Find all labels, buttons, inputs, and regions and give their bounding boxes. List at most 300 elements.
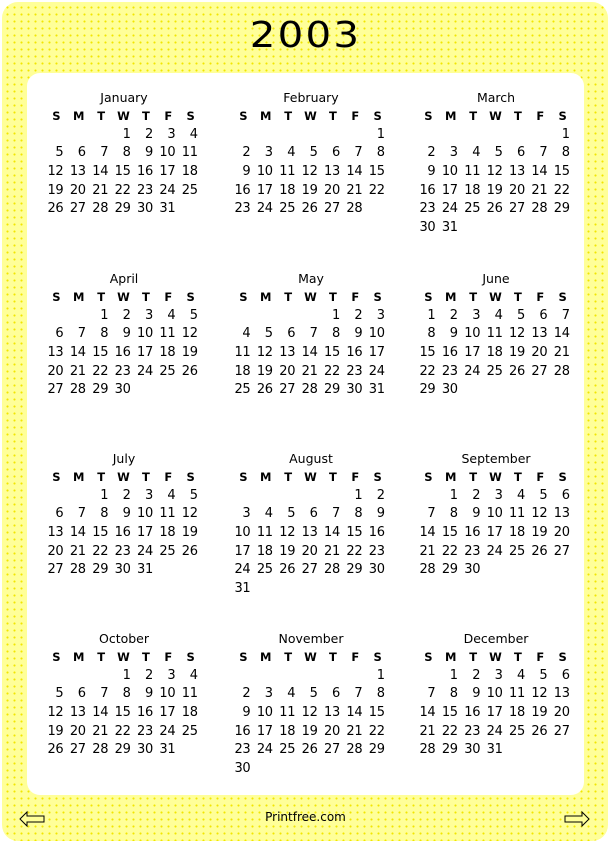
weekday-header: F bbox=[536, 290, 544, 304]
day-cell: 1 bbox=[331, 307, 340, 323]
day-cell: 7 bbox=[539, 145, 548, 161]
day-cell: 7 bbox=[427, 506, 436, 522]
day-cell: 23 bbox=[234, 201, 251, 217]
day-cell: 16 bbox=[137, 164, 153, 180]
day-cell: 25 bbox=[279, 201, 296, 217]
day-cell: 2 bbox=[242, 145, 251, 161]
day-cell: 9 bbox=[354, 326, 363, 342]
day-cell: 8 bbox=[354, 506, 363, 522]
day-cell: 30 bbox=[464, 742, 481, 758]
day-cell: 9 bbox=[242, 164, 251, 180]
day-cell: 4 bbox=[494, 307, 503, 323]
day-cell: 2 bbox=[144, 667, 153, 683]
day-cell: 17 bbox=[234, 543, 251, 559]
day-cell: 12 bbox=[486, 164, 503, 180]
day-cell: 3 bbox=[144, 307, 153, 323]
day-cell: 17 bbox=[256, 182, 273, 198]
day-cell: 3 bbox=[167, 667, 176, 683]
weekday-header: T bbox=[141, 109, 150, 123]
day-cell: 4 bbox=[167, 307, 176, 323]
day-cell: 5 bbox=[539, 667, 548, 683]
day-cell: 14 bbox=[553, 326, 570, 342]
day-cell: 8 bbox=[561, 145, 570, 161]
day-cell: 5 bbox=[309, 145, 318, 161]
empty-day-cell bbox=[275, 487, 297, 506]
day-cell: 15 bbox=[92, 345, 109, 361]
day-cell: 19 bbox=[181, 345, 198, 361]
weekday-header: T bbox=[328, 470, 337, 484]
weekday-header: T bbox=[513, 650, 522, 664]
day-cell: 6 bbox=[561, 667, 570, 683]
day-cell: 21 bbox=[346, 182, 363, 198]
day-cell: 27 bbox=[553, 543, 570, 559]
day-cell: 29 bbox=[441, 562, 458, 578]
day-cell: 26 bbox=[531, 723, 548, 739]
day-cell: 9 bbox=[449, 326, 458, 342]
day-cell: 18 bbox=[279, 182, 296, 198]
weekday-header: F bbox=[164, 470, 172, 484]
day-cell: 5 bbox=[516, 307, 525, 323]
day-cell: 22 bbox=[324, 363, 340, 379]
day-cell: 30 bbox=[368, 562, 385, 578]
weekday-header: M bbox=[260, 109, 272, 123]
day-cell: 3 bbox=[494, 667, 503, 683]
day-cell: 10 bbox=[137, 506, 153, 522]
empty-day-cell bbox=[65, 307, 87, 326]
day-cell: 1 bbox=[122, 667, 131, 683]
day-cell: 16 bbox=[137, 705, 153, 721]
day-cell: 14 bbox=[346, 164, 363, 180]
day-cell: 18 bbox=[159, 345, 176, 361]
day-cell: 28 bbox=[419, 562, 436, 578]
day-cell: 22 bbox=[346, 543, 363, 559]
day-cell: 24 bbox=[137, 363, 153, 379]
day-cell: 13 bbox=[47, 525, 64, 541]
day-cell: 2 bbox=[449, 307, 458, 323]
day-cell: 3 bbox=[264, 145, 273, 161]
day-cell: 20 bbox=[553, 705, 570, 721]
month-may bbox=[229, 270, 389, 400]
day-cell: 21 bbox=[553, 345, 570, 361]
day-cell: 8 bbox=[449, 686, 458, 702]
day-cell: 21 bbox=[69, 363, 86, 379]
month-name: February bbox=[283, 90, 339, 105]
day-cell: 20 bbox=[301, 543, 318, 559]
month-name: June bbox=[482, 271, 510, 286]
day-cell: 8 bbox=[376, 145, 385, 161]
empty-day-cell bbox=[320, 487, 342, 506]
day-cell: 8 bbox=[449, 506, 458, 522]
day-cell: 10 bbox=[137, 326, 153, 342]
month-name: January bbox=[100, 90, 148, 105]
day-cell: 9 bbox=[122, 326, 131, 342]
day-cell: 16 bbox=[441, 345, 458, 361]
day-cell: 18 bbox=[486, 345, 503, 361]
day-cell: 10 bbox=[368, 326, 385, 342]
month-february bbox=[229, 89, 389, 219]
day-cell: 15 bbox=[441, 705, 458, 721]
day-cell: 2 bbox=[472, 487, 481, 503]
day-cell: 2 bbox=[122, 487, 131, 503]
day-cell: 11 bbox=[486, 326, 503, 342]
day-cell: 24 bbox=[159, 723, 176, 739]
day-cell: 15 bbox=[368, 705, 385, 721]
weekday-header: S bbox=[186, 650, 195, 664]
month-july bbox=[42, 450, 202, 580]
day-cell: 18 bbox=[234, 363, 251, 379]
day-cell: 3 bbox=[376, 307, 385, 323]
day-cell: 29 bbox=[114, 742, 131, 758]
weekday-header: W bbox=[304, 650, 317, 664]
month-august bbox=[229, 450, 389, 599]
month-grid bbox=[230, 648, 389, 779]
empty-day-cell bbox=[415, 126, 437, 145]
day-cell: 11 bbox=[509, 506, 525, 522]
weekday-header: F bbox=[164, 650, 172, 664]
day-cell: 7 bbox=[427, 686, 436, 702]
weekday-header: M bbox=[260, 650, 272, 664]
day-cell: 19 bbox=[301, 182, 318, 198]
day-cell: 12 bbox=[256, 345, 273, 361]
month-name: May bbox=[298, 271, 324, 286]
day-cell: 24 bbox=[368, 363, 385, 379]
day-cell: 16 bbox=[464, 705, 481, 721]
weekday-header: W bbox=[304, 109, 317, 123]
day-cell: 7 bbox=[354, 145, 363, 161]
day-cell: 3 bbox=[264, 686, 273, 702]
day-cell: 23 bbox=[137, 723, 153, 739]
weekday-header: S bbox=[558, 109, 567, 123]
day-cell: 18 bbox=[256, 543, 273, 559]
day-cell: 23 bbox=[368, 543, 385, 559]
empty-day-cell bbox=[43, 307, 65, 326]
weekday-header: F bbox=[536, 470, 544, 484]
day-cell: 12 bbox=[301, 705, 318, 721]
day-cell: 19 bbox=[486, 182, 503, 198]
day-cell: 28 bbox=[346, 201, 363, 217]
month-grid bbox=[230, 288, 389, 400]
day-cell: 24 bbox=[137, 543, 153, 559]
empty-day-cell bbox=[88, 667, 110, 686]
weekday-header: S bbox=[558, 650, 567, 664]
weekday-header: F bbox=[536, 650, 544, 664]
day-cell: 10 bbox=[159, 686, 176, 702]
day-cell: 29 bbox=[114, 201, 131, 217]
day-cell: 15 bbox=[114, 705, 131, 721]
day-cell: 27 bbox=[69, 201, 86, 217]
weekday-header: W bbox=[304, 470, 317, 484]
site-link[interactable]: Printfree.com bbox=[265, 810, 346, 824]
empty-day-cell bbox=[65, 487, 87, 506]
day-cell: 13 bbox=[301, 525, 318, 541]
month-june bbox=[414, 270, 574, 400]
day-cell: 2 bbox=[144, 126, 153, 142]
day-cell: 10 bbox=[159, 145, 176, 161]
day-cell: 17 bbox=[137, 525, 153, 541]
day-cell: 1 bbox=[100, 307, 109, 323]
day-cell: 13 bbox=[531, 326, 548, 342]
day-cell: 20 bbox=[69, 182, 86, 198]
weekday-header: T bbox=[328, 290, 337, 304]
day-cell: 21 bbox=[531, 182, 548, 198]
weekday-header: S bbox=[239, 290, 248, 304]
empty-day-cell bbox=[275, 667, 297, 686]
day-cell: 24 bbox=[234, 562, 251, 578]
weekday-header: T bbox=[469, 290, 477, 304]
day-cell: 30 bbox=[346, 382, 363, 398]
day-cell: 7 bbox=[100, 145, 109, 161]
weekday-header: M bbox=[445, 650, 457, 664]
day-cell: 27 bbox=[324, 742, 340, 758]
month-name: August bbox=[289, 451, 333, 466]
weekday-header: W bbox=[489, 650, 502, 664]
day-cell: 5 bbox=[494, 145, 503, 161]
month-october bbox=[42, 630, 202, 760]
day-cell: 14 bbox=[419, 705, 436, 721]
day-cell: 4 bbox=[287, 686, 296, 702]
day-cell: 27 bbox=[47, 562, 64, 578]
day-cell: 6 bbox=[516, 145, 525, 161]
weekday-header: M bbox=[445, 470, 457, 484]
day-cell: 2 bbox=[122, 307, 131, 323]
weekday-header: M bbox=[260, 290, 272, 304]
day-cell: 4 bbox=[287, 145, 296, 161]
empty-day-cell bbox=[43, 487, 65, 506]
day-cell: 13 bbox=[324, 705, 340, 721]
day-cell: 3 bbox=[449, 145, 458, 161]
day-cell: 28 bbox=[553, 363, 570, 379]
day-cell: 11 bbox=[159, 326, 176, 342]
day-cell: 7 bbox=[354, 686, 363, 702]
day-cell: 15 bbox=[324, 345, 340, 361]
empty-day-cell bbox=[297, 487, 319, 506]
day-cell: 8 bbox=[376, 686, 385, 702]
day-cell: 20 bbox=[69, 723, 86, 739]
day-cell: 3 bbox=[494, 487, 503, 503]
day-cell: 19 bbox=[181, 525, 198, 541]
day-cell: 11 bbox=[464, 164, 481, 180]
day-cell: 5 bbox=[264, 326, 273, 342]
empty-day-cell bbox=[460, 126, 482, 145]
weekday-header: M bbox=[73, 650, 85, 664]
day-cell: 14 bbox=[419, 525, 436, 541]
weekday-header: T bbox=[513, 109, 522, 123]
day-cell: 4 bbox=[516, 487, 525, 503]
day-cell: 7 bbox=[77, 326, 86, 342]
empty-day-cell bbox=[437, 126, 459, 145]
day-cell: 26 bbox=[279, 562, 296, 578]
day-cell: 22 bbox=[92, 363, 109, 379]
day-cell: 13 bbox=[553, 686, 570, 702]
day-cell: 3 bbox=[167, 126, 176, 142]
weekday-header: M bbox=[73, 470, 85, 484]
day-cell: 20 bbox=[47, 543, 64, 559]
day-cell: 27 bbox=[531, 363, 548, 379]
weekday-header: S bbox=[52, 470, 61, 484]
day-cell: 10 bbox=[464, 326, 481, 342]
month-grid bbox=[230, 468, 389, 599]
day-cell: 5 bbox=[287, 506, 296, 522]
day-cell: 5 bbox=[539, 487, 548, 503]
day-cell: 1 bbox=[122, 126, 131, 142]
day-cell: 23 bbox=[464, 723, 481, 739]
day-cell: 29 bbox=[553, 201, 570, 217]
day-cell: 17 bbox=[486, 705, 503, 721]
day-cell: 29 bbox=[441, 742, 458, 758]
day-cell: 6 bbox=[55, 506, 64, 522]
day-cell: 16 bbox=[464, 525, 481, 541]
day-cell: 9 bbox=[122, 506, 131, 522]
day-cell: 9 bbox=[472, 686, 481, 702]
day-cell: 10 bbox=[256, 164, 273, 180]
day-cell: 12 bbox=[279, 525, 296, 541]
empty-day-cell bbox=[342, 667, 364, 686]
day-cell: 19 bbox=[256, 363, 273, 379]
day-cell: 3 bbox=[242, 506, 251, 522]
weekday-header: S bbox=[186, 109, 195, 123]
day-cell: 7 bbox=[77, 506, 86, 522]
day-cell: 27 bbox=[553, 723, 570, 739]
day-cell: 4 bbox=[189, 667, 198, 683]
empty-day-cell bbox=[230, 487, 252, 506]
month-november bbox=[229, 630, 389, 779]
empty-day-cell bbox=[88, 126, 110, 145]
day-cell: 24 bbox=[441, 201, 458, 217]
day-cell: 24 bbox=[256, 742, 273, 758]
day-cell: 9 bbox=[144, 145, 153, 161]
empty-day-cell bbox=[320, 667, 342, 686]
day-cell: 17 bbox=[486, 525, 503, 541]
month-name: September bbox=[461, 451, 531, 466]
weekday-header: S bbox=[373, 650, 382, 664]
day-cell: 24 bbox=[256, 201, 273, 217]
day-cell: 5 bbox=[309, 686, 318, 702]
day-cell: 19 bbox=[47, 723, 64, 739]
day-cell: 15 bbox=[441, 525, 458, 541]
day-cell: 3 bbox=[144, 487, 153, 503]
empty-day-cell bbox=[65, 667, 87, 686]
day-cell: 23 bbox=[419, 201, 436, 217]
day-cell: 29 bbox=[324, 382, 340, 398]
empty-day-cell bbox=[252, 667, 274, 686]
day-cell: 25 bbox=[256, 562, 273, 578]
day-cell: 21 bbox=[92, 723, 109, 739]
day-cell: 11 bbox=[159, 506, 176, 522]
day-cell: 30 bbox=[114, 382, 131, 398]
weekday-header: W bbox=[489, 470, 502, 484]
day-cell: 22 bbox=[441, 723, 458, 739]
empty-day-cell bbox=[65, 126, 87, 145]
day-cell: 23 bbox=[346, 363, 363, 379]
day-cell: 27 bbox=[69, 742, 86, 758]
day-cell: 28 bbox=[92, 201, 109, 217]
month-march bbox=[414, 89, 574, 238]
month-grid bbox=[43, 648, 202, 760]
day-cell: 28 bbox=[69, 382, 86, 398]
day-cell: 28 bbox=[346, 742, 363, 758]
day-cell: 14 bbox=[324, 525, 340, 541]
day-cell: 21 bbox=[419, 723, 436, 739]
weekday-header: S bbox=[186, 290, 195, 304]
day-cell: 1 bbox=[449, 487, 458, 503]
day-cell: 20 bbox=[509, 182, 525, 198]
day-cell: 24 bbox=[486, 543, 503, 559]
day-cell: 5 bbox=[189, 307, 198, 323]
day-cell: 12 bbox=[531, 686, 548, 702]
day-cell: 25 bbox=[486, 363, 503, 379]
day-cell: 15 bbox=[92, 525, 109, 541]
day-cell: 4 bbox=[516, 667, 525, 683]
day-cell: 21 bbox=[92, 182, 109, 198]
month-name: July bbox=[112, 451, 136, 466]
month-grid bbox=[415, 288, 574, 400]
day-cell: 17 bbox=[256, 723, 273, 739]
day-cell: 1 bbox=[354, 487, 363, 503]
day-cell: 20 bbox=[47, 363, 64, 379]
weekday-header: T bbox=[328, 650, 337, 664]
day-cell: 6 bbox=[539, 307, 548, 323]
day-cell: 17 bbox=[464, 345, 481, 361]
day-cell: 19 bbox=[509, 345, 525, 361]
empty-day-cell bbox=[43, 126, 65, 145]
empty-day-cell bbox=[320, 126, 342, 145]
day-cell: 16 bbox=[346, 345, 363, 361]
day-cell: 13 bbox=[47, 345, 64, 361]
weekday-header: F bbox=[351, 650, 359, 664]
day-cell: 8 bbox=[427, 326, 436, 342]
day-cell: 2 bbox=[427, 145, 436, 161]
day-cell: 10 bbox=[256, 705, 273, 721]
day-cell: 30 bbox=[464, 562, 481, 578]
day-cell: 28 bbox=[531, 201, 548, 217]
day-cell: 5 bbox=[189, 487, 198, 503]
day-cell: 31 bbox=[159, 742, 176, 758]
day-cell: 13 bbox=[324, 164, 340, 180]
weekday-header: T bbox=[513, 290, 522, 304]
day-cell: 12 bbox=[47, 164, 64, 180]
day-cell: 10 bbox=[234, 525, 251, 541]
day-cell: 21 bbox=[301, 363, 318, 379]
weekday-header: T bbox=[97, 470, 105, 484]
empty-day-cell bbox=[297, 126, 319, 145]
month-grid bbox=[415, 107, 574, 238]
weekday-header: T bbox=[284, 470, 292, 484]
day-cell: 3 bbox=[472, 307, 481, 323]
day-cell: 13 bbox=[69, 164, 86, 180]
day-cell: 14 bbox=[346, 705, 363, 721]
day-cell: 12 bbox=[301, 164, 318, 180]
right-arrow-icon[interactable] bbox=[563, 810, 591, 828]
weekday-header: T bbox=[469, 470, 477, 484]
day-cell: 21 bbox=[69, 543, 86, 559]
day-cell: 17 bbox=[159, 164, 176, 180]
weekday-header: S bbox=[424, 109, 433, 123]
weekday-header: S bbox=[424, 470, 433, 484]
day-cell: 22 bbox=[441, 543, 458, 559]
weekday-header: M bbox=[73, 290, 85, 304]
month-december bbox=[414, 630, 574, 760]
weekday-header: F bbox=[164, 290, 172, 304]
day-cell: 6 bbox=[77, 686, 86, 702]
day-cell: 15 bbox=[114, 164, 131, 180]
day-cell: 16 bbox=[368, 525, 385, 541]
empty-day-cell bbox=[275, 126, 297, 145]
day-cell: 6 bbox=[561, 487, 570, 503]
day-cell: 24 bbox=[464, 363, 481, 379]
day-cell: 26 bbox=[47, 742, 64, 758]
day-cell: 31 bbox=[441, 220, 458, 236]
day-cell: 1 bbox=[427, 307, 436, 323]
